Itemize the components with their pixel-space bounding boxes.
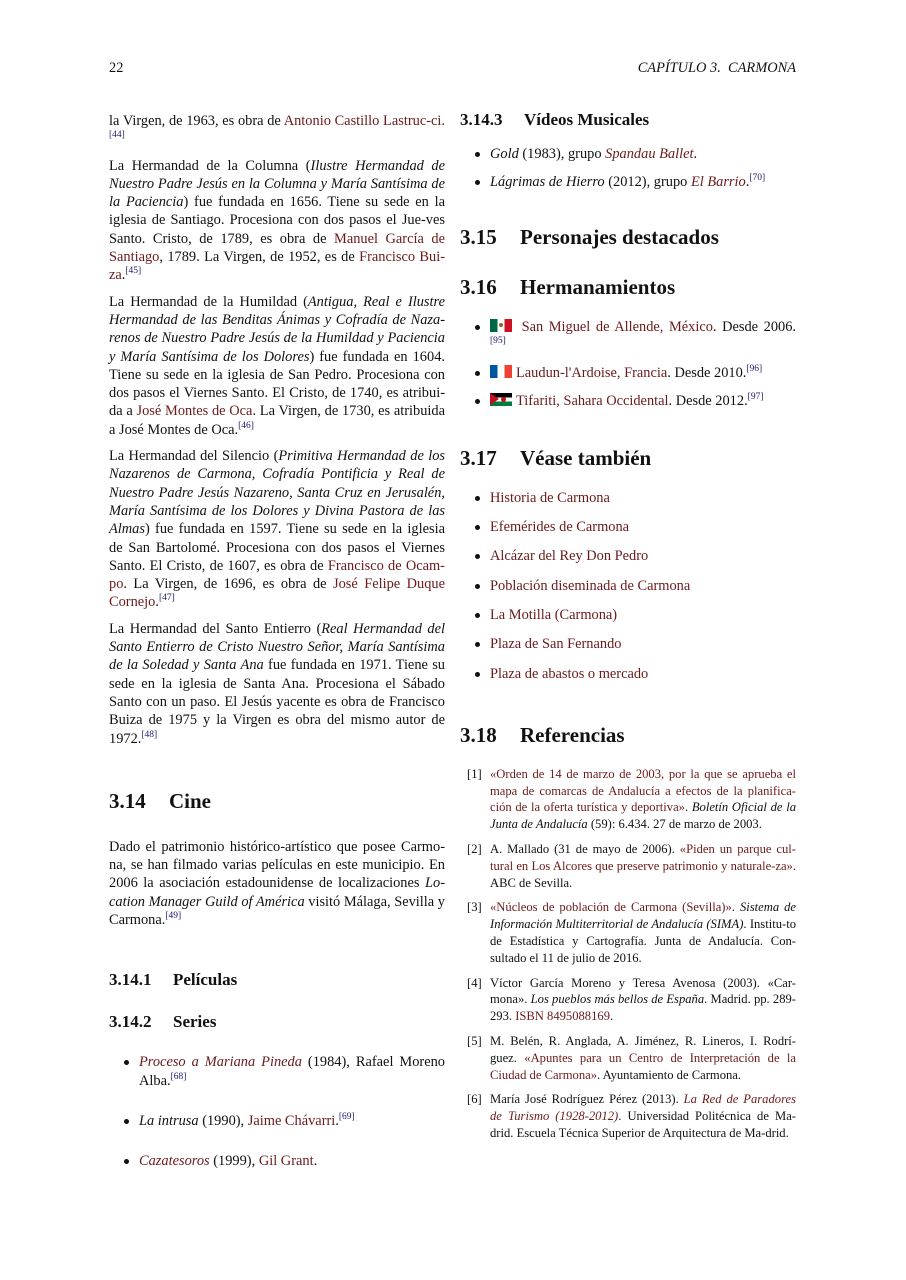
link[interactable]: San Miguel de Allende, México bbox=[521, 318, 713, 335]
section-number: 3.17 bbox=[460, 445, 497, 470]
text-run: , 1789. La Virgen, de 1952, es de bbox=[159, 249, 360, 266]
text-run: . Madrid. pp. 289-293. bbox=[490, 992, 796, 1024]
reference-number: [3] bbox=[467, 900, 482, 915]
text-run: . Ayuntamiento de Carmona. bbox=[597, 1067, 742, 1082]
text-run: Dado el patrimonio histórico-artístico que posee Carmo-na, se han filmado varias películas en este municipio. En 2006 la asociación estadounidense de localizaciones bbox=[109, 838, 445, 892]
text-run: . bbox=[610, 1009, 614, 1024]
citation-link[interactable]: [97] bbox=[747, 392, 764, 403]
citation-link[interactable]: [69] bbox=[338, 1111, 355, 1122]
reference-item bbox=[460, 1033, 796, 1083]
link[interactable]: Proceso a Mariana Pineda bbox=[139, 1054, 302, 1071]
reference-text bbox=[490, 767, 796, 831]
link[interactable]: «Piden un parque cul-tural en Los Alcores que preserve patrimonio y naturale-za» bbox=[490, 842, 796, 873]
subsection-heading-videos bbox=[460, 109, 796, 131]
text-run: . bbox=[313, 1153, 318, 1170]
link[interactable]: La Red de Paradores de Turismo (1928-2012) bbox=[490, 1092, 796, 1124]
text-run: La Hermandad del Santo Entierro ( bbox=[109, 620, 322, 637]
text-run: . Desde 2012. bbox=[668, 393, 748, 410]
link[interactable]: José Montes de Oca bbox=[136, 403, 253, 420]
citation-link[interactable]: [48] bbox=[141, 729, 158, 740]
text-run: Lágrimas de Hierro bbox=[490, 174, 605, 191]
text-run: Lo-cation Manager Guild of América bbox=[109, 875, 445, 910]
link[interactable]: Cazatesoros bbox=[139, 1153, 210, 1170]
text-run: . bbox=[335, 1112, 339, 1129]
list-item bbox=[109, 1053, 445, 1090]
text-run: . La Virgen, de 1696, es obra de bbox=[123, 576, 333, 593]
link[interactable]: Spandau Ballet bbox=[605, 146, 694, 162]
section-title: Véase también bbox=[520, 445, 652, 470]
see-also-link[interactable]: La Motilla (Carmona) bbox=[460, 606, 796, 624]
text-run: La Hermandad de la Columna ( bbox=[109, 157, 311, 174]
section-heading-referencias bbox=[460, 722, 796, 748]
references-list bbox=[460, 766, 796, 1142]
reference-number: [2] bbox=[467, 842, 482, 857]
subsection-heading-series bbox=[109, 1011, 445, 1033]
citation-link[interactable]: [70] bbox=[749, 173, 766, 184]
see-also-link[interactable]: Plaza de abastos o mercado bbox=[460, 665, 796, 683]
see-also-link[interactable]: Población diseminada de Carmona bbox=[460, 577, 796, 595]
reference-text bbox=[490, 900, 796, 964]
reference-text bbox=[490, 976, 796, 1024]
link[interactable]: Antonio Castillo Lastruc-ci. bbox=[283, 113, 445, 129]
reference-item bbox=[460, 766, 796, 833]
link[interactable]: Gil Grant bbox=[258, 1153, 314, 1170]
link[interactable]: Laudun-l'Ardoise, Francia bbox=[516, 365, 668, 382]
link[interactable]: Francisco de Ocam-po bbox=[109, 557, 445, 593]
text-run: ) fue fundada en 1656. Tiene su sede en la iglesia de Santiago. Procesiona con dos pasos el Jue-ves Santo. Cristo, de 1789, es obra de bbox=[109, 194, 446, 247]
mexico-flag-icon bbox=[490, 319, 512, 332]
text-run: . ABC de Sevilla. bbox=[490, 858, 796, 890]
list-item bbox=[460, 173, 796, 191]
section-number: 3.14.2 bbox=[109, 1012, 152, 1032]
citation-link[interactable]: [46] bbox=[238, 420, 254, 431]
sahrawi-flag-icon bbox=[490, 393, 512, 406]
section-number: 3.14.1 bbox=[109, 970, 152, 990]
text-run: (1999), bbox=[209, 1153, 259, 1170]
text-run: fue fundada en 1971. Tiene su sede en la iglesia de Santa Ana. Procesiona el Sábado Santo con un paso. El Jesús yacente es obra de Francisco Buiza de 1975 y la Virgen es obra del mismo autor de 1972. bbox=[109, 657, 446, 747]
text-run: La Hermandad de la Humildad ( bbox=[109, 293, 308, 310]
text-run: Boletín Oficial de la Junta de Andalucía bbox=[490, 800, 796, 832]
text-run: (1983), grupo bbox=[518, 146, 606, 162]
link[interactable]: «Núcleos de población de Carmona (Sevilla)» bbox=[490, 900, 732, 915]
text-run: ) fue fundada en 1604. Tiene su sede en la iglesia de San Pedro. Procesiona con dos pasos el Viernes Santo. El Cristo, de 1740, es atribui-da a bbox=[109, 348, 445, 420]
france-flag-icon bbox=[490, 365, 512, 378]
reference-item bbox=[460, 899, 796, 966]
reference-number: [6] bbox=[467, 1092, 482, 1107]
text-run: . bbox=[121, 267, 126, 284]
paragraph bbox=[109, 112, 445, 149]
section-title: Películas bbox=[173, 970, 238, 990]
reference-item bbox=[460, 1091, 796, 1141]
text-run: ) fue fundada en 1597. Tiene su sede en la iglesia de San Bartolomé. Procesiona con dos pasos el Viernes Santo. El Cristo, de 1607, es obra de bbox=[109, 521, 445, 574]
section-number: 3.16 bbox=[460, 274, 497, 299]
see-also-link[interactable]: Efemérides de Carmona bbox=[460, 518, 796, 536]
link[interactable]: «Apuntes para un Centro de Interpretación de la Ciudad de Carmona» bbox=[490, 1050, 796, 1082]
text-run: (2012), grupo bbox=[604, 174, 691, 191]
paragraph-columna bbox=[109, 157, 445, 285]
text-run: la Virgen, de 1963, es obra de bbox=[109, 113, 284, 129]
section-title: Cine bbox=[169, 788, 211, 813]
text-run: Primitiva Hermandad de los Nazarenos de Carmona, Cofradía Pontificia y Real de Nuestro Padre Jesús Nazareno, Santa Cruz en Jerusalén, María Santísima de los Dolores y Divina Pastora de las Almas bbox=[109, 448, 446, 538]
text-run: . bbox=[745, 174, 750, 191]
list-item bbox=[109, 1152, 445, 1170]
link[interactable]: ISBN 8495088169 bbox=[515, 1009, 610, 1024]
text-run: M. Belén, R. Anglada, A. Jiménez, R. Lineros, I. Rodrí-guez. bbox=[490, 1034, 796, 1065]
text-run: (1990), bbox=[198, 1112, 248, 1129]
paragraph-cine bbox=[109, 838, 445, 929]
reference-item bbox=[460, 841, 796, 891]
section-number: 3.14.3 bbox=[460, 110, 503, 129]
list-item-text bbox=[490, 319, 796, 353]
text-run: . La Virgen, de 1730, es atribuida a José Montes de Oca. bbox=[109, 403, 446, 438]
section-title: Vídeos Musicales bbox=[524, 110, 650, 129]
see-also-link[interactable]: Historia de Carmona bbox=[460, 489, 796, 507]
reference-text bbox=[490, 1034, 796, 1082]
link[interactable]: El Barrio bbox=[690, 174, 746, 191]
section-number: 3.15 bbox=[460, 224, 497, 249]
citation-link[interactable]: [95] bbox=[490, 335, 506, 346]
text-run: . bbox=[693, 146, 698, 162]
link[interactable]: Tifariti, Sahara Occidental bbox=[516, 393, 669, 410]
right-column bbox=[460, 109, 796, 1142]
citation-link[interactable]: [49] bbox=[165, 910, 182, 921]
text-run: María José Rodríguez Pérez (2013). bbox=[490, 1092, 684, 1107]
list-item bbox=[460, 364, 796, 382]
citation-link[interactable]: [68] bbox=[170, 1071, 187, 1082]
paragraph-santo-entierro bbox=[109, 620, 445, 748]
section-title: Referencias bbox=[520, 722, 625, 747]
section-heading-personajes bbox=[460, 224, 796, 250]
list-item-text bbox=[516, 393, 764, 409]
paragraph-silencio bbox=[109, 447, 445, 612]
section-title: Series bbox=[173, 1012, 217, 1032]
citation-link[interactable]: [96] bbox=[746, 364, 763, 375]
see-also-list bbox=[460, 489, 796, 694]
text-run: (1984), Rafael Moreno Alba. bbox=[139, 1054, 445, 1089]
list-item bbox=[460, 318, 796, 355]
text-run: A. Mallado (31 de mayo de 2006). bbox=[490, 842, 680, 857]
text-run: visitó Málaga, Sevilla y Carmona. bbox=[109, 893, 445, 928]
reference-item bbox=[460, 975, 796, 1025]
section-number: 3.18 bbox=[460, 722, 497, 747]
link[interactable]: Jaime Chávarri bbox=[247, 1112, 336, 1129]
list-item bbox=[460, 392, 796, 410]
link[interactable]: Manuel García de Santiago bbox=[109, 230, 445, 266]
reference-number: [5] bbox=[467, 1034, 482, 1049]
text-run: La intrusa bbox=[139, 1112, 199, 1129]
section-title: Hermanamientos bbox=[520, 274, 676, 299]
section-number: 3.14 bbox=[109, 788, 146, 813]
section-heading-vease bbox=[460, 445, 796, 471]
link[interactable]: Francisco Bui-za bbox=[109, 249, 445, 284]
citation-link[interactable]: [47] bbox=[158, 593, 175, 604]
section-heading-hermanamientos bbox=[460, 274, 796, 300]
text-run: . bbox=[684, 800, 692, 815]
list-item bbox=[109, 1112, 445, 1130]
text-run: Ilustre Hermandad de Nuestro Padre Jesús en la Columna y María Santísima de la Paciencia bbox=[109, 157, 445, 211]
text-run: Los pueblos más bellos de España bbox=[530, 992, 705, 1007]
citation-link[interactable]: [45] bbox=[125, 266, 142, 277]
text-run: Víctor García Moreno y Teresa Avenosa (2003). «Car-mona». bbox=[490, 975, 796, 1007]
section-heading-cine bbox=[109, 788, 445, 814]
running-header: CAPÍTULO 3. CARMONA bbox=[637, 60, 796, 76]
reference-text bbox=[490, 842, 796, 890]
text-run: La Hermandad del Silencio ( bbox=[109, 448, 279, 465]
text-run: Sistema de Información Multiterritorial de Andalucía (SIMA) bbox=[490, 900, 796, 932]
subsection-heading-peliculas bbox=[109, 969, 445, 991]
text-run: . Desde 2010. bbox=[667, 365, 747, 382]
text-run: . bbox=[155, 594, 159, 611]
reference-number: [4] bbox=[467, 975, 482, 990]
text-run: . Desde 2006. bbox=[712, 318, 796, 335]
text-run: Gold bbox=[490, 146, 519, 162]
text-run: Real Hermandad del Santo Entierro de Cristo Nuestro Señor, María Santísima de la Soledad y Santa Ana bbox=[109, 620, 446, 674]
text-run: . Universidad Politécnica de Ma-drid. Escuela Técnica Superior de Arquitectura de Ma-drid. bbox=[490, 1109, 796, 1140]
text-run: . bbox=[731, 900, 740, 915]
see-also-link[interactable]: Alcázar del Rey Don Pedro bbox=[460, 547, 796, 565]
page-number: 22 bbox=[109, 60, 124, 76]
text-run: Antigua, Real e Ilustre Hermandad de las Benditas Ánimas y Cofradía de Naza-renos de Nuestro Padre Jesús de la Humildad y Paciencia y María Santísima de los Dolores bbox=[109, 293, 445, 365]
left-column bbox=[109, 112, 445, 1170]
link[interactable]: José Felipe Duque Cornejo bbox=[109, 576, 445, 611]
link[interactable]: «Orden de 14 de marzo de 2003, por la que se aprueba el mapa de comarcas de Andalucía a efectos de la planifica-ción de la oferta turística y deportiva» bbox=[490, 766, 796, 815]
text-run: (59): 6.434. 27 de marzo de 2003. bbox=[587, 817, 762, 832]
reference-text bbox=[490, 1092, 796, 1140]
text-run: . Institu-to de Estadística y Cartografía. Junta de Andalucía. Con-sultado el 11 de julio de 2016. bbox=[490, 917, 796, 965]
paragraph-humildad bbox=[109, 293, 445, 439]
citation-link[interactable]: [44] bbox=[109, 130, 125, 141]
section-title: Personajes destacados bbox=[520, 224, 719, 249]
list-item bbox=[460, 145, 796, 163]
see-also-link[interactable]: Plaza de San Fernando bbox=[460, 635, 796, 653]
list-item-text bbox=[516, 365, 762, 381]
reference-number: [1] bbox=[467, 766, 482, 781]
